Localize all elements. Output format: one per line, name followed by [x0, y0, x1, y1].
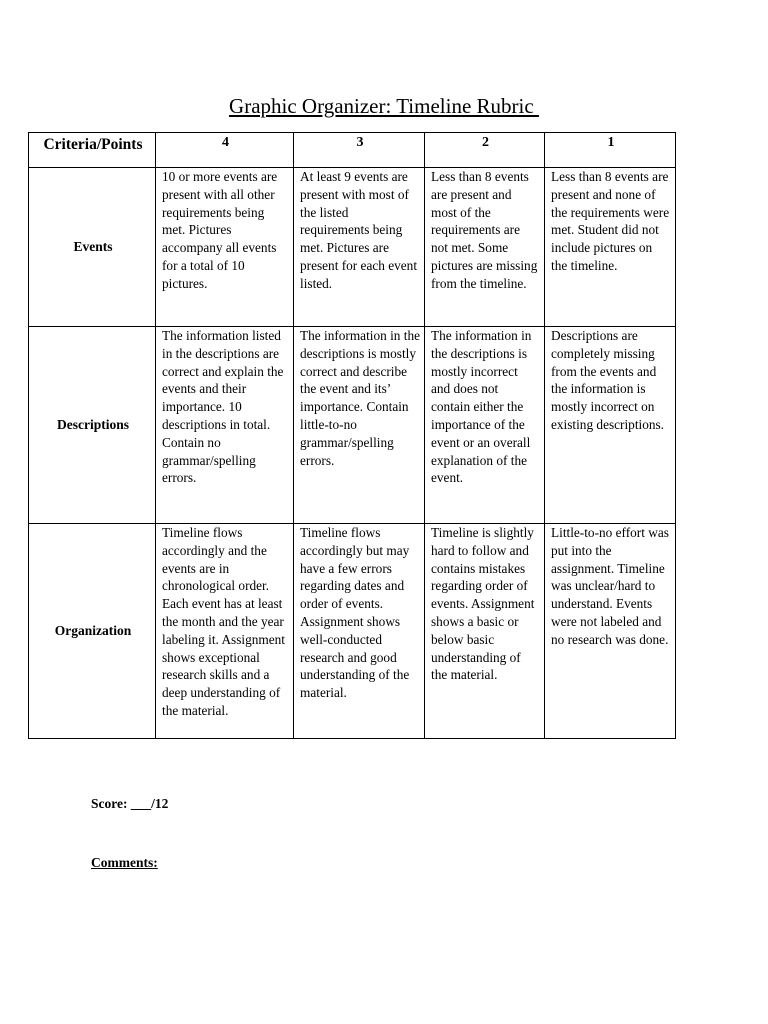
row-label-descriptions: Descriptions	[29, 327, 156, 524]
header-points-1: 1	[545, 133, 676, 168]
header-points-3: 3	[294, 133, 425, 168]
header-points-2: 2	[425, 133, 545, 168]
header-points-4: 4	[156, 133, 294, 168]
table-row	[29, 524, 676, 739]
table-cell: Less than 8 events are present and most of the requirements are not met. Some pictures are missing from the timeline.	[425, 168, 545, 327]
document-title: Graphic Organizer: Timeline Rubric	[229, 94, 539, 118]
table-cell: The information listed in the descriptions are correct and explain the events and their importance. 10 descriptions in total. Contain no grammar/spelling errors.	[156, 327, 294, 524]
table-cell: Timeline flows accordingly but may have a few errors regarding dates and order of events. Assignment shows well-conducted research and good understanding of the material.	[294, 524, 425, 739]
table-cell: Less than 8 events are present and none of the requirements were met. Student did not include pictures on the timeline.	[545, 168, 676, 327]
table-cell: Little-to-no effort was put into the assignment. Timeline was unclear/hard to understand. Events were not labeled and no research was done.	[545, 524, 676, 739]
row-label-organization: Organization	[29, 524, 156, 739]
table-cell: The information in the descriptions is mostly incorrect and does not contain either the importance of the event or an overall explanation of the event.	[425, 327, 545, 524]
header-row	[29, 133, 676, 168]
header-criteria: Criteria/Points	[29, 133, 156, 168]
table-cell: At least 9 events are present with most of the listed requirements being met. Pictures are present for each event listed.	[294, 168, 425, 327]
score-line: Score: ___/12	[91, 796, 169, 811]
row-label-events: Events	[29, 168, 156, 327]
comments-label: Comments:	[91, 855, 158, 870]
table-row	[29, 327, 676, 524]
table-row	[29, 168, 676, 327]
table-cell: Descriptions are completely missing from the events and the information is mostly incorrect on existing descriptions.	[545, 327, 676, 524]
table-cell: Timeline is slightly hard to follow and contains mistakes regarding order of events. Assignment shows a basic or below basic understanding of the material.	[425, 524, 545, 739]
table-cell: 10 or more events are present with all other requirements being met. Pictures accompany all events for a total of 10 pictures.	[156, 168, 294, 327]
table-cell: Timeline flows accordingly and the events are in chronological order. Each event has at least the month and the year labeling it. Assignment shows exceptional research skills and a deep understanding of the material.	[156, 524, 294, 739]
rubric-table	[28, 132, 676, 739]
table-cell: The information in the descriptions is mostly correct and describe the event and its’ importance. Contain little-to-no grammar/spelling errors.	[294, 327, 425, 524]
